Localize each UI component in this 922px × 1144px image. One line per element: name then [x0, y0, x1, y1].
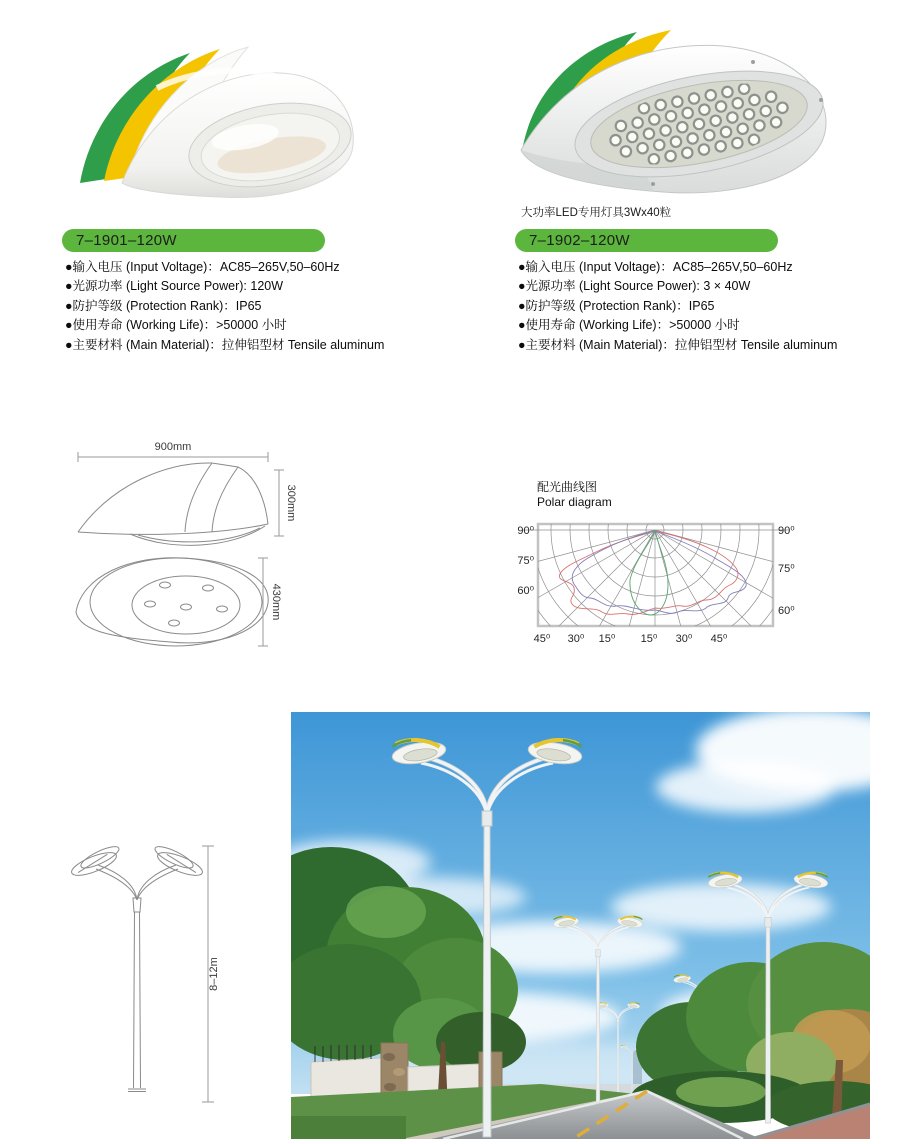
left-grass-front	[291, 1116, 406, 1139]
spec-line: ●输入电压 (Input Voltage)：AC85–265V,50–60Hz	[65, 260, 340, 274]
street-scene-photo	[291, 712, 870, 1139]
polar-diagram-title-zh: 配光曲线图	[537, 480, 598, 494]
dimension-drawing	[72, 436, 312, 651]
bottom-tick-30l: 30⁰	[567, 633, 585, 645]
spec-line: ●防护等级 (Protection Rank)：IP65	[518, 298, 715, 313]
right-tick-60: 60⁰	[778, 605, 795, 617]
left-tick-75: 75⁰	[517, 555, 534, 567]
model-bar-7-1901: 7–1901–120W	[62, 229, 325, 252]
height-dimension-line	[274, 470, 284, 536]
screw	[819, 98, 823, 102]
curve-blue	[572, 531, 746, 613]
diameter-dimension-label: 430mm	[270, 583, 282, 621]
pole-arms	[96, 865, 178, 900]
spec-line: ●输入电压 (Input Voltage)：AC85–265V,50–60Hz	[518, 260, 793, 274]
left-tick-60: 60⁰	[517, 585, 534, 597]
bottom-tick-30r: 30⁰	[675, 633, 693, 645]
spec-line: ●光源功率 (Light Source Power): 3 × 40W	[518, 279, 751, 294]
pole-base	[128, 1089, 146, 1092]
right-tick-90: 90⁰	[778, 525, 795, 537]
curve-red	[559, 531, 738, 614]
left-tick-90: 90⁰	[517, 525, 534, 537]
pole-drawing	[58, 838, 233, 1110]
lamp-side-view	[78, 463, 268, 545]
pole-collar	[133, 898, 141, 912]
model-bar-7-1902: 7–1902–120W	[515, 229, 778, 252]
height-dimension-label: 300mm	[285, 484, 297, 522]
bottom-tick-15l: 15⁰	[598, 633, 616, 645]
product-caption: 大功率LED专用灯具3Wx40粒	[521, 207, 672, 219]
width-dimension-line	[78, 452, 268, 462]
product-image-streetlight-led	[503, 22, 843, 204]
right-tick-75: 75⁰	[778, 563, 795, 575]
screw	[751, 60, 755, 64]
bottom-tick-45r: 45⁰	[710, 633, 728, 645]
spec-line: ●防护等级 (Protection Rank)：IP65	[65, 298, 262, 313]
pole-lamp-heads	[67, 842, 206, 880]
pole-height-label: 8–12m	[208, 957, 220, 991]
spec-line: ●光源功率 (Light Source Power): 120W	[65, 279, 284, 294]
pole-shaft	[134, 912, 141, 1088]
diameter-dimension-line	[258, 558, 268, 646]
spec-line: ●使用寿命 (Working Life)：>50000 小时	[65, 318, 287, 333]
width-dimension-label: 900mm	[154, 441, 192, 453]
polar-diagram-title-en: Polar diagram	[537, 495, 612, 509]
bottom-tick-45l: 45⁰	[533, 633, 551, 645]
spec-line: ●主要材料 (Main Material)：拉伸铝型材 Tensile aluminum	[65, 337, 385, 352]
spec-list-7-1901	[65, 258, 384, 355]
lamp-top-view	[76, 558, 268, 646]
spec-list-7-1902	[518, 258, 837, 355]
product-image-streetlight-front	[62, 33, 362, 209]
screw	[651, 182, 655, 186]
spec-line: ●主要材料 (Main Material)：拉伸铝型材 Tensile aluminum	[518, 337, 838, 352]
bottom-tick-15r: 15⁰	[640, 633, 658, 645]
spec-line: ●使用寿命 (Working Life)：>50000 小时	[518, 318, 740, 333]
polar-diagram-chart	[498, 514, 828, 654]
